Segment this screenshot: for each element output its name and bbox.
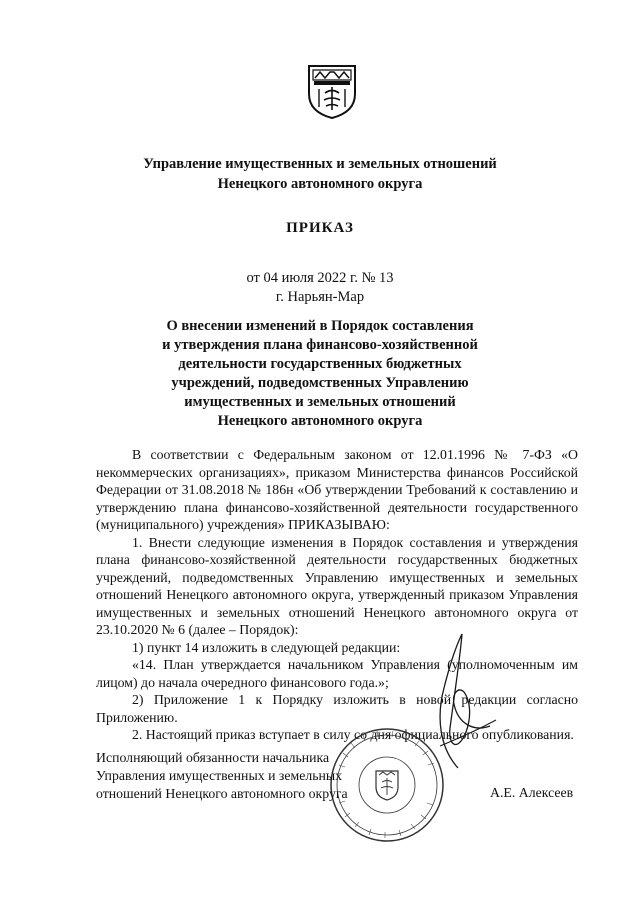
subject-line: учреждений, подведомственных Управлению	[171, 375, 469, 391]
body-subitem-2: 2) Приложение 1 к Порядку изложить в новой редакции согласно Приложению.	[96, 692, 578, 725]
organization-header	[0, 154, 640, 194]
signatory-name: А.Е. Алексеев	[490, 785, 574, 800]
subject-line: Ненецкого автономного округа	[217, 413, 423, 429]
subject-line: и утверждения плана финансово-хозяйственной	[162, 337, 478, 353]
handwritten-signature	[400, 628, 510, 778]
body-quote: «14. План утверждается начальником Управления (уполномоченным им лицом) до начала очередного финансового года.»;	[96, 657, 578, 690]
city: г. Нарьян-Мар	[275, 289, 365, 305]
date-block	[0, 269, 640, 307]
body-intro-paragraph: В соответствии с Федеральным законом от 12.01.1996 № 7-ФЗ «О некоммерческих организациях», приказом Министерства финансов Российской Федерации от 31.08.2018 № 186н «Об утверждении Требований к составлению и утверждению плана финансово-хозяйственной деятельности государственного (муниципального) учреждения» ПРИКАЗЫВАЮ:	[96, 447, 578, 532]
subject-line: О внесении изменений в Порядок составления	[166, 318, 474, 334]
signatory-title-line-2: Управления имущественных и земельных	[96, 768, 343, 783]
body-subitem-1: 1) пункт 14 изложить в следующей редакции:	[132, 639, 401, 655]
document-type: ПРИКАЗ	[286, 220, 354, 236]
coat-of-arms-emblem	[305, 60, 359, 120]
signatory-title-line-1: Исполняющий обязанности начальника	[96, 750, 330, 765]
subject-line: деятельности государственных бюджетных	[178, 356, 462, 372]
organization-line-1: Управление имущественных и земельных отношений	[143, 156, 497, 172]
organization-line-2: Ненецкого автономного округа	[217, 176, 423, 192]
body-item-1: 1. Внести следующие изменения в Порядок составления и утверждения плана финансово-хозяйственной деятельности государственных бюджетных учреждений, подведомственных Управлению имущественных и земельных отношений Ненецкого автономного округа, утвержденный приказом Управления имущественных и земельных отношений Ненецкого автономного округа от 23.10.2020 № 6 (далее – Порядок):	[96, 534, 578, 637]
date-number: от 04 июля 2022 г. № 13	[246, 270, 394, 286]
subject-line: имущественных и земельных отношений	[184, 394, 456, 410]
signatory-title-line-3: отношений Ненецкого автономного округа	[96, 786, 348, 801]
body-item-2: 2. Настоящий приказ вступает в силу со дня официального опубликования.	[132, 727, 574, 742]
signature-block	[96, 749, 348, 803]
document-subject	[0, 317, 640, 431]
